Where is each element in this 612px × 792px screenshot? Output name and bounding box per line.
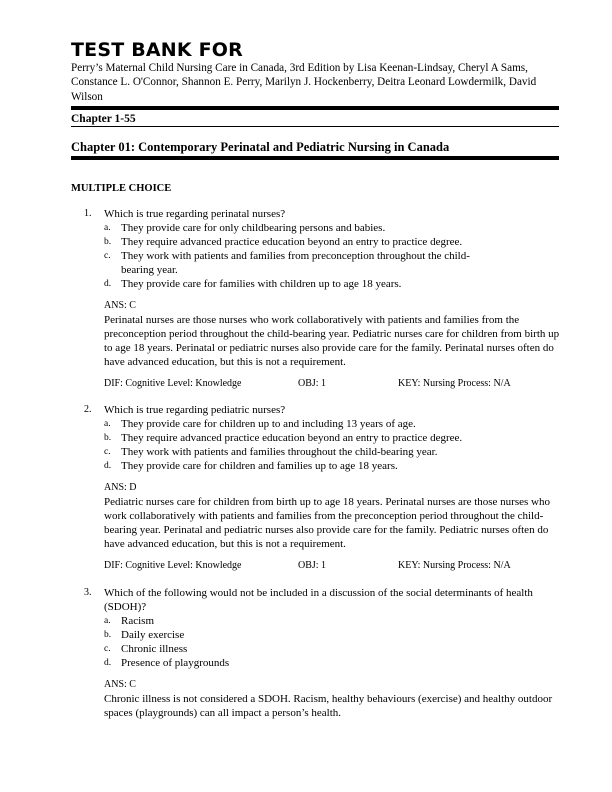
option-text: Chronic illness: [121, 643, 188, 655]
option-d: [104, 277, 560, 291]
question-text: Which of the following would not be included in a discussion of the social determinants of health (SDOH)?: [104, 587, 533, 613]
question-text: Which is true regarding pediatric nurses?: [104, 404, 286, 416]
answer-key: ANS: C: [104, 300, 136, 311]
option-letter: a.: [104, 616, 111, 626]
answer-options: [104, 221, 560, 291]
option-a: [104, 417, 560, 431]
rationale: Pediatric nurses care for children from birth up to age 18 years. Perinatal nurses are those nurses who work collaboratively with patients and families from the preconception period throughout the child-bearing year. Perinatal and pediatric nurses also provide care for the family. Pediatric nurses often do have advanced education, but this is not a requirement.: [104, 496, 550, 550]
option-text: They work with patients and families from preconception throughout the child-bearing year.: [121, 250, 470, 276]
question-metadata: [104, 559, 560, 573]
option-letter: a.: [104, 419, 111, 429]
option-text: Presence of playgrounds: [121, 657, 230, 669]
option-text: They provide care for families with children up to age 18 years.: [121, 278, 402, 290]
objective: OBJ: 1: [298, 560, 327, 571]
nursing-process-key: KEY: Nursing Process: N/A: [398, 560, 511, 571]
option-d: [104, 459, 560, 473]
option-a: [104, 221, 560, 235]
chapter-range-rule: [71, 126, 559, 127]
question-text: Which is true regarding perinatal nurses?: [104, 208, 286, 220]
rationale: Perinatal nurses are those nurses who work collaboratively with patients and families from the preconception period throughout the child-bearing year. Pediatric nurses care for children from birth up to age 18 years. Perinatal or pediatric nurses also provide care for the family. Perinatal nurses often do have advanced education, but this is not a requirement.: [104, 314, 560, 368]
option-text: They provide care for children and families up to age 18 years.: [121, 460, 398, 472]
option-letter: c.: [104, 447, 111, 457]
option-letter: c.: [104, 644, 111, 654]
question-number: 2.: [84, 404, 92, 415]
chapter-range: Chapter 1-55: [71, 113, 136, 125]
option-letter: c.: [104, 251, 111, 261]
chapter-title: Chapter 01: Contemporary Perinatal and Pediatric Nursing in Canada: [71, 140, 450, 154]
objective: OBJ: 1: [298, 378, 327, 389]
question-number: 1.: [84, 208, 92, 219]
question-3: [84, 586, 560, 720]
question-number: 3.: [84, 587, 92, 598]
option-letter: d.: [104, 279, 112, 289]
option-b: [104, 235, 560, 249]
option-b: [104, 628, 560, 642]
option-letter: d.: [104, 461, 112, 471]
option-c: [104, 445, 560, 459]
answer-key: ANS: D: [104, 482, 137, 493]
test-bank-title: TEST BANK FOR: [71, 39, 243, 61]
rationale: Chronic illness is not considered a SDOH. Racism, healthy behaviours (exercise) and healthy outdoor spaces (playgrounds) can all impact a person’s health.: [104, 693, 553, 719]
option-c: [104, 642, 560, 656]
answer-options: [104, 614, 560, 670]
option-text: They require advanced practice education beyond an entry to practice degree.: [121, 236, 463, 248]
option-d: [104, 656, 560, 670]
answer-key: ANS: C: [104, 679, 136, 690]
option-letter: d.: [104, 658, 112, 668]
option-text: They require advanced practice education beyond an entry to practice degree.: [121, 432, 463, 444]
option-c: [104, 249, 560, 277]
question-1: [84, 207, 560, 391]
question-2: [84, 403, 560, 573]
option-text: They work with patients and families throughout the child-bearing year.: [121, 446, 438, 458]
option-text: Daily exercise: [121, 629, 185, 641]
nursing-process-key: KEY: Nursing Process: N/A: [398, 378, 511, 389]
option-text: They provide care for only childbearing persons and babies.: [121, 222, 386, 234]
option-text: They provide care for children up to and including 13 years of age.: [121, 418, 416, 430]
option-letter: b.: [104, 237, 112, 247]
option-letter: b.: [104, 433, 112, 443]
difficulty-level: DIF: Cognitive Level: Knowledge: [104, 378, 242, 389]
option-b: [104, 431, 560, 445]
option-a: [104, 614, 560, 628]
answer-options: [104, 417, 560, 473]
section-heading: MULTIPLE CHOICE: [71, 183, 172, 194]
difficulty-level: DIF: Cognitive Level: Knowledge: [104, 560, 242, 571]
chapter-title-rule: [71, 156, 559, 160]
option-letter: b.: [104, 630, 112, 640]
option-text: Racism: [121, 615, 154, 627]
option-letter: a.: [104, 223, 111, 233]
book-subtitle: Perry’s Maternal Child Nursing Care in Canada, 3rd Edition by Lisa Keenan-Lindsay, Cheryl A Sams, Constance L. O'Connor, Shannon E. Perry, Marilyn J. Hockenberry, Deitra Leonard Lowdermilk, David Wilson: [71, 62, 537, 103]
header-rule-thick: [71, 106, 559, 110]
question-metadata: [104, 377, 560, 391]
